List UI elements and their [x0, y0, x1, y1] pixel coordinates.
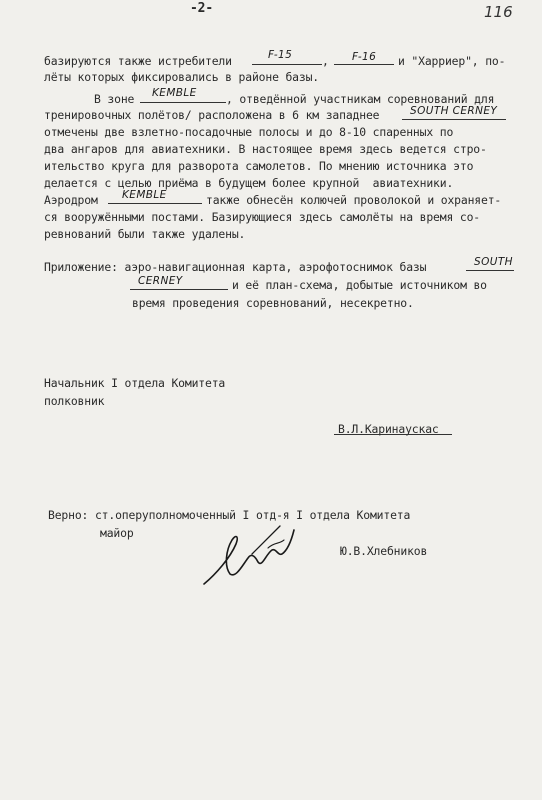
handwritten-kemble: KEMBLE	[152, 87, 197, 99]
handwritten-south: SOUTH	[474, 256, 513, 268]
handwritten-cerney: CERNEY	[138, 275, 183, 287]
verification-rank: майор	[100, 526, 134, 540]
signatory-name: В.Л.Каринаускас	[338, 422, 439, 436]
comma: ,	[322, 54, 329, 68]
verification-line: Верно: ст.оперуполномоченный I отд-я I отдела Комитета	[48, 508, 411, 522]
body-line: и "Харриер", по-	[398, 54, 506, 68]
handwritten-f15: F-15	[268, 49, 293, 61]
body-line: базируются также истребители	[44, 54, 232, 68]
handwritten-kemble: KEMBLE	[122, 189, 167, 201]
appendix-line: Приложение: аэро-навигационная карта, аэрофотоснимок базы	[44, 260, 427, 274]
body-line: тренировочных полётов/ расположена в 6 км западнее	[44, 108, 380, 122]
body-line: отмечены две взлетно-посадочные полосы и до 8-10 спаренных по	[44, 125, 454, 139]
body-line: В зоне	[94, 92, 135, 106]
handwritten-f16: F-16	[352, 51, 377, 63]
underline	[140, 102, 226, 103]
body-line: делается с целью приёма в будущем более крупной авиатехники.	[44, 176, 454, 190]
appendix-line: время проведения соревнований, несекретно.	[132, 296, 414, 310]
body-line: , отведённой участникам соревнований для	[226, 92, 495, 106]
verification-name: Ю.В.Хлебников	[340, 544, 428, 558]
body-line: также обнесён колючей проволокой и охраняет-	[206, 193, 502, 207]
signatory-rank: полковник	[44, 394, 105, 408]
underline	[402, 119, 506, 120]
body-line: ительство круга для разворота самолетов. По мнению источника это	[44, 159, 474, 173]
handwritten-south-cerney: SOUTH CERNEY	[410, 105, 498, 117]
underline	[466, 270, 514, 271]
underline	[252, 64, 322, 65]
body-line: ревнований были также удалены.	[44, 227, 246, 241]
body-line: Аэродром	[44, 193, 98, 207]
page-number: -2-	[190, 1, 214, 16]
underline	[130, 289, 228, 290]
folio-number: 116	[484, 3, 513, 21]
body-line: ся вооружёнными постами. Базирующиеся здесь самолёты на время со-	[44, 210, 481, 224]
underline	[334, 64, 394, 65]
underline	[334, 434, 452, 435]
underline	[108, 203, 202, 204]
body-line: два ангаров для авиатехники. В настоящее время здесь ведется стро-	[44, 142, 487, 156]
handwritten-signature	[196, 518, 316, 590]
body-line: лёты которых фиксировались в районе базы.	[44, 70, 320, 84]
signatory-title: Начальник I отдела Комитета	[44, 376, 226, 390]
appendix-line: и её план-схема, добытые источником во	[232, 278, 487, 292]
